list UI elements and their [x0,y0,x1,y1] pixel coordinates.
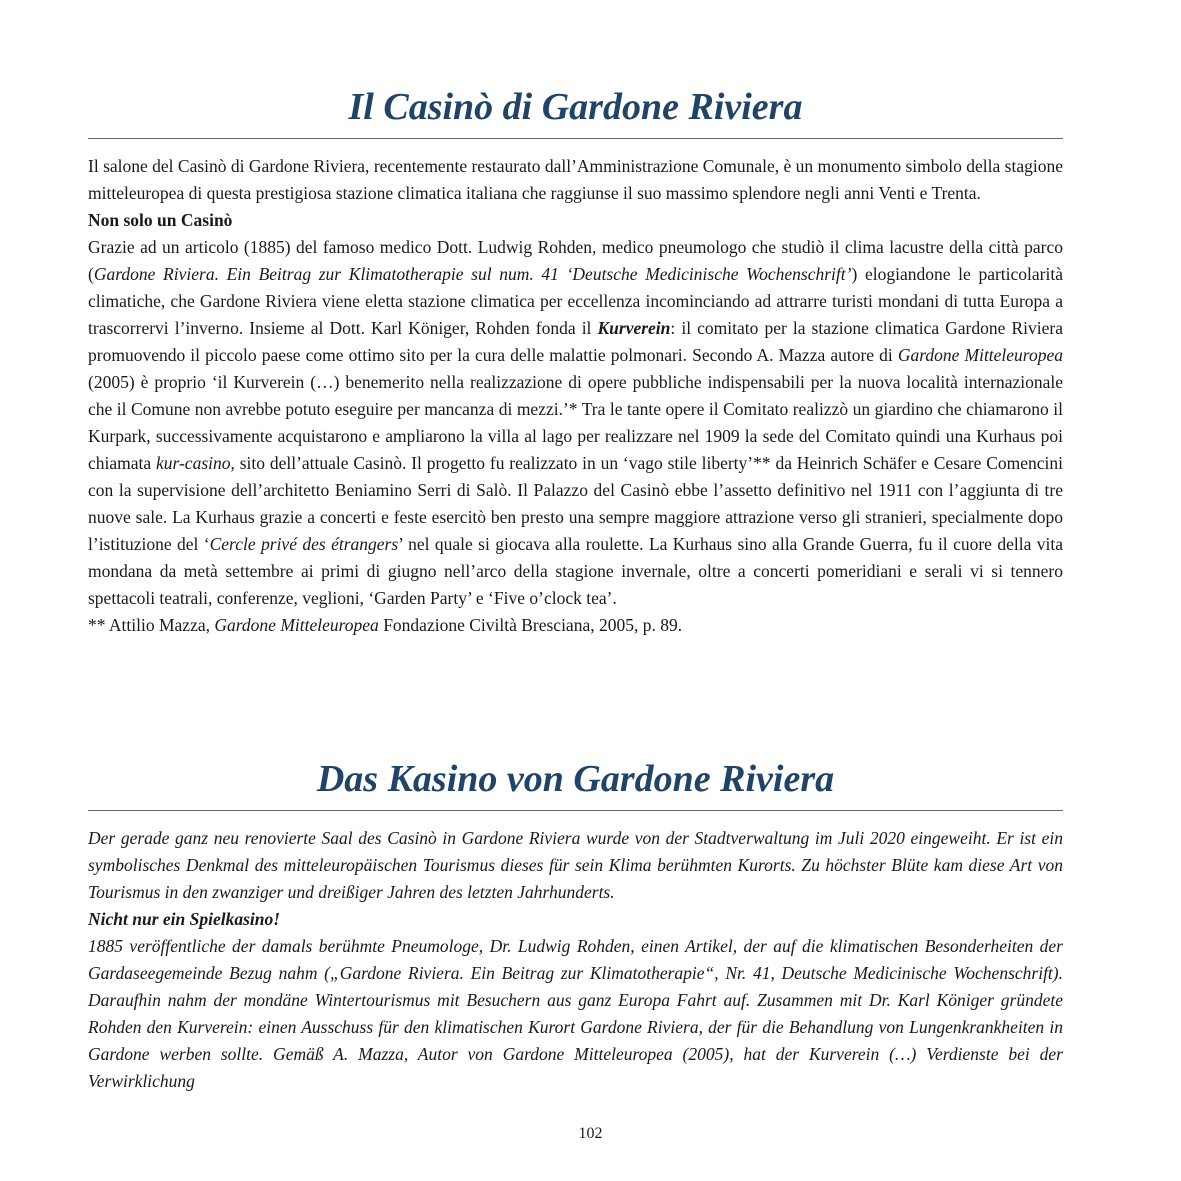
italian-heading-text: Non solo un Casinò [88,210,233,230]
italic-term: Cercle privé des étrangers [209,534,399,554]
italian-heading [88,207,1063,234]
italian-footnote [88,612,1063,639]
italian-body [88,153,1063,639]
bold-italic-term: Kurverein [597,318,671,338]
text-run: Grazie ad un articolo (1885) del famoso medico Dott. Ludwig Rohden, medico pneumologo che studiò il clima lacustre della città parco ( [88,237,1063,284]
italian-intro: Il salone del Casinò di Gardone Riviera, recentemente restaurato dall’Amministrazione Comunale, è un monumento simbolo della stagione mitteleuropea di questa prestigiosa stazione climatica italiana che raggiunse il suo massimo splendore negli anni Venti e Trenta. [88,156,1063,203]
german-section [88,756,1063,1095]
german-body [88,825,1063,1095]
text-run: ) elogiandone le particolarità climatiche, che Gardone Riviera viene eletta stazione climatica per eccellenza incominciando ad attrarre turisti mondani di tutta Europa a trascorrervi l’inverno. Insieme al Dott. Karl Königer, Rohden fonda il [88,264,1063,338]
text-run: (2005) è proprio ‘il Kurverein (…) benemerito nella realizzazione di opere pubbliche indispensabili per la nuova località internazionale che il Comune non avrebbe potuto eseguire per mancanza di mezzi.’* Tra le tante opere il Comitato realizzò un giardino che chiamarono il Kurpark, successivamente acquistarono e ampliarono la villa al lago per realizzare nel 1909 la sede del Comitato quindi una Kurhaus poi chiamata [88,372,1063,473]
text-run: Fondazione Civiltà Bresciana, 2005, p. 89. [378,615,683,635]
text-run: , sito dell’attuale Casinò. Il progetto fu realizzato in un ‘vago stile liberty’** da Heinrich Schäfer e Cesare Comencini con la supervisione dell’architetto Beniamino Serri di Salò. Il Palazzo del Casinò ebbe l’assetto definitivo nel 1911 con l’aggiunta di tre nuove sale. La Kurhaus grazie a concerti e feste esercitò ben presto una sempre maggiore attrazione verso gli stranieri, specialmente dopo l’istituzione del ‘ [88,453,1063,554]
german-heading-text: Nicht nur ein Spielkasino! [88,909,281,929]
italian-paragraph [88,234,1063,612]
german-heading [88,906,1063,933]
text-run: ** Attilio Mazza, [88,615,215,635]
italic-title: Gardone Mitteleuropea [897,345,1063,365]
italian-section [88,84,1063,639]
page-number: 102 [578,1125,603,1142]
german-intro: Der gerade ganz neu renovierte Saal des Casinò in Gardone Riviera wurde von der Stadtverwaltung im Juli 2020 eingeweiht. Er ist ein symbolisches Denkmal des mitteleuropäischen Tourismus dieses für sein Klima berühmten Kurorts. Zu höchster Blüte kam diese Art von Tourismus in den zwanziger und dreißiger Jahren des letzten Jahrhunderts. [88,828,1063,902]
italian-title: Il Casinò di Gardone Riviera [88,84,1063,139]
german-paragraph: 1885 veröffentliche der damals berühmte Pneumologe, Dr. Ludwig Rohden, einen Artikel, der auf die klimatischen Besonderheiten der Gardaseegemeinde Bezug nahm („Gardone Riviera. Ein Beitrag zur Klimatotherapie“, Nr. 41, Deutsche Medicinische Wochenschrift). Daraufhin nahm der mondäne Wintertourismus mit Besuchern aus ganz Europa Fahrt auf. Zusammen mit Dr. Karl Königer gründete Rohden den Kurverein: einen Ausschuss für den klimatischen Kurort Gardone Riviera, der für die Behandlung von Lungenkrankheiten in Gardone werben sollte. Gemäß A. Mazza, Autor von Gardone Mitteleuropea (2005), hat der Kurverein (…) Verdienste bei der Verwirklichung [88,936,1063,1091]
italic-term: kur-casino [156,453,231,473]
text-run: : il comitato per la stazione climatica Gardone Riviera promuovendo il piccolo paese come ottimo sito per la cura delle malattie polmonari. Secondo A. Mazza autore di [88,318,1063,365]
text-run: ’ nel quale si giocava alla roulette. La Kurhaus sino alla Grande Guerra, fu il cuore della vita mondana da metà settembre ai primi di giugno nell’arco della stagione invernale, oltre a concerti pomeridiani e serali vi si tennero spettacoli teatrali, conferenze, veglioni, ‘Garden Party’ e ‘Five o’clock tea’. [88,534,1063,608]
italic-citation: Gardone Riviera. Ein Beitrag zur Klimatotherapie sul num. 41 ‘Deutsche Medicinische Wochenschrift’ [93,264,852,284]
italic-title: Gardone Mitteleuropea [214,615,379,635]
german-title: Das Kasino von Gardone Riviera [88,756,1063,811]
